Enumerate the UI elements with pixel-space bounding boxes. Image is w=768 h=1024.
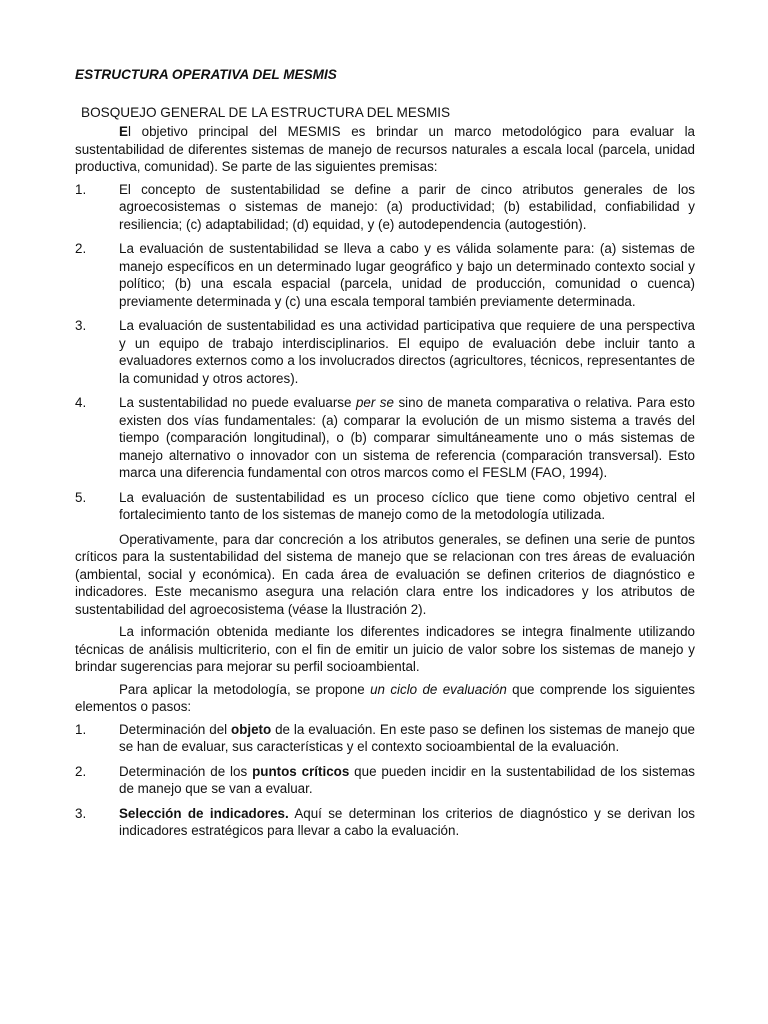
list-item	[75, 721, 695, 756]
list-text	[119, 763, 695, 798]
step-after: que pueden incidir en la sustentabilidad de los sistemas de manejo que se van a evaluar.	[119, 763, 695, 796]
intro-paragraph	[75, 123, 695, 176]
intro-dropcap: E	[119, 124, 128, 139]
premise-4-after: sino de maneta comparativa o relativa. Para esto existen dos vías fundamentales: (a) comparar la evolución de un mismo sistema a través del tiempo (comparación longitudinal), o (b) comparar simultáneamente uno o más sistemas de manejo alternativo o innovador con un sistema de referencia (comparación transversal). Esto marca una diferencia fundamental con otros marcos como el FESLM (FAO, 1994).	[119, 395, 695, 480]
step-after: Aquí se determinan los criterios de diagnóstico y se derivan los indicadores estratégicos para llevar a cabo la evaluación.	[119, 805, 696, 838]
list-number: 3.	[75, 318, 87, 333]
list-number: 4.	[75, 395, 87, 410]
list-item	[75, 489, 695, 524]
list-text	[119, 721, 695, 756]
step-before: Determinación de los	[119, 763, 253, 779]
list-item	[75, 317, 695, 387]
list-number: 3.	[75, 805, 87, 821]
list-number: 1.	[75, 721, 87, 737]
informacion-paragraph: La información obtenida mediante los diferentes indicadores se integra finalmente utilizando técnicas de análisis multicriterio, con el fin de emitir un juicio de valor sobre los sistemas de manejo y brindar sugerencias para mejorar su perfil socioambiental.	[75, 624, 695, 674]
list-number: 5.	[75, 489, 87, 505]
ciclo-after: que comprende los siguientes elementos o pasos:	[75, 681, 695, 714]
section-heading: BOSQUEJO GENERAL DE LA ESTRUCTURA DEL MESMIS	[81, 104, 451, 120]
step-after: de la evaluación. En este paso se definen los sistemas de manejo que se han de evaluar, sus características y el contexto socioambiental de la evaluación.	[119, 721, 695, 754]
list-text	[119, 805, 695, 840]
list-item	[75, 394, 695, 482]
list-item	[75, 763, 695, 798]
step-bold: puntos críticos	[252, 763, 350, 779]
operativamente-paragraph: Operativamente, para dar concreción a los atributos generales, se definen una serie de puntos críticos para la sustentabilidad del sistema de manejo que se relacionan con tres áreas de evaluación (ambiental, social y económica). En cada área de evaluación se definen criterios de diagnóstico e indicadores. Este mecanismo asegura una relación clara entre los indicadores y los atributos de sustentabilidad del agroecosistema (véase la Ilustración 2).	[75, 531, 695, 617]
list-item	[75, 240, 695, 310]
list-item	[75, 805, 695, 840]
list-number: 1.	[75, 181, 87, 197]
ciclo-paragraph	[75, 681, 695, 716]
premise-4-italic: per se	[355, 395, 394, 410]
list-text: La evaluación de sustentabilidad es un proceso cíclico que tiene como objetivo central el fortalecimiento tanto de los sistemas de manejo como de la metodología utilizada.	[119, 489, 695, 522]
list-number: 2.	[75, 241, 87, 256]
list-text: El concepto de sustentabilidad se define a parir de cinco atributos generales de los agroecosistemas o sistemas de manejo: (a) productividad; (b) estabilidad, confiabilidad y resiliencia; (c) adaptabilidad; (d) equidad, y (e) autodependencia (autogestión).	[119, 181, 695, 232]
intro-text: l objetivo principal del MESMIS es brindar un marco metodológico para evaluar la sustentabilidad de diferentes sistemas de manejo de recursos naturales a escala local (parcela, unidad productiva, comunidad). Se parte de las siguientes premisas:	[75, 124, 695, 174]
list-text: La evaluación de sustentabilidad es una actividad participativa que requiere de una perspectiva y un equipo de trabajo interdisciplinarios. El equipo de evaluación debe incluir tanto a evaluadores externos como a los involucrados directos (agricultores, técnicos, representantes de la comunidad y otros actores).	[119, 318, 695, 386]
ciclo-before: Para aplicar la metodología, se propone	[119, 681, 371, 697]
ciclo-italic: un ciclo de evaluación	[370, 681, 507, 697]
step-bold: Selección de indicadores.	[119, 805, 289, 821]
step-bold: objeto	[231, 721, 272, 737]
list-item	[75, 181, 695, 234]
premise-4-before: La sustentabilidad no puede evaluarse	[119, 395, 356, 410]
document-page	[75, 66, 695, 847]
steps-list	[75, 721, 695, 840]
list-text	[119, 394, 695, 482]
premises-list	[75, 181, 695, 524]
list-number: 2.	[75, 763, 87, 779]
step-before: Determinación del	[119, 721, 232, 737]
document-title: ESTRUCTURA OPERATIVA DEL MESMIS	[75, 67, 337, 82]
list-text: La evaluación de sustentabilidad se lleva a cabo y es válida solamente para: (a) sistemas de manejo específicos en un determinado lugar geográfico y bajo un determinado contexto social y político; (b) una escala espacial (parcela, unidad de producción, comunidad o cuenca) previamente determinada y (c) una escala temporal también previamente determinada.	[119, 241, 695, 309]
